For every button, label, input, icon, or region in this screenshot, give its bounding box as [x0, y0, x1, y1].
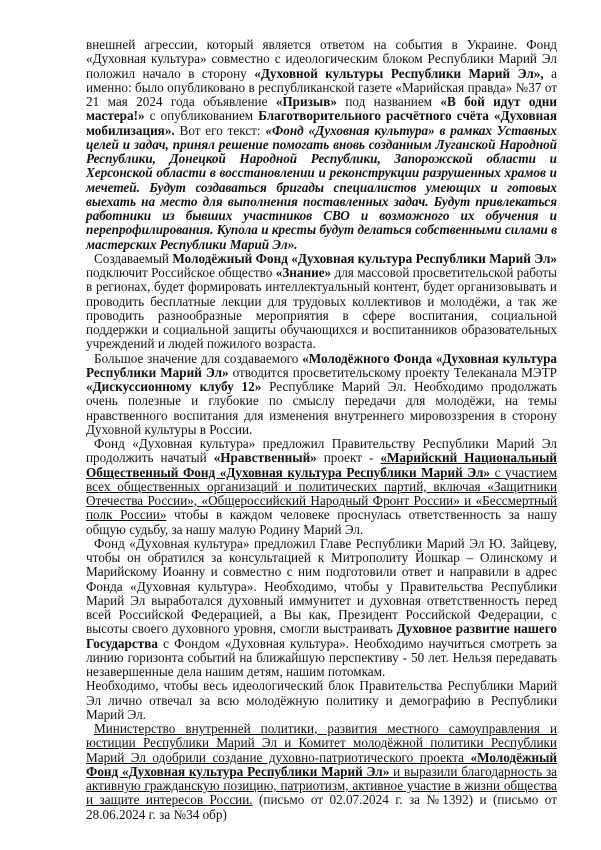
- text-run: с опубликованием: [144, 108, 259, 124]
- text-run: «Знание»: [275, 265, 332, 280]
- text-run: «Дискуссионному клубу 12»: [86, 379, 262, 394]
- text-run: «Духовной культуры Республики Марий Эл»,: [254, 65, 544, 81]
- text-run: Фонд «Духовная культура» предложил Правительству Республики Марий Эл продолжить начатый: [86, 436, 557, 466]
- text-run: «Марийский Национальный Общественный Фонд «Духовная культура Республики Марий Эл»: [86, 450, 557, 480]
- text-run: Благотворительного расчётного счёта «Духовная мобилизация».: [86, 108, 557, 138]
- text-run: «Молодёжный Фонд «Духовная культура Республики Марий Эл»: [86, 749, 557, 779]
- text-run: «Нравственный»: [213, 450, 317, 466]
- paragraph: [86, 679, 557, 722]
- text-run: (письмо от 02.07.2024 г. за №1392) и (письмо от 28.06.2024 г. за №34 обр): [86, 792, 557, 822]
- text-run: Вот его текст:: [174, 122, 266, 138]
- text-run: с участием всех общественных организаций и политических партий, включая «Защитники Отечества России», «Общероссийский Народный Фронт России» и «Бессмертный полк России»: [86, 464, 557, 523]
- text-run: Создаваемый: [94, 250, 173, 266]
- text-run: Духовное развитие нашего Государства: [86, 621, 558, 651]
- text-run: «Фонд «Духовная культура» в рамках Уставных целей и задач, принял решение помогать вновь созданным Луганской Народной Республики, Донецкой Народной Республики, Запорожской области и Херсонской области в восстановлении и реконструкции разрушенных храмов и мечетей. Будут создаваться бригады специалистов умеющих и готовых выехать на место для выполнения поставленных задач. Будут привлекаться работники из бывших участников СВО и возможного их обучения и перепрофилирования. Купола и кресты будут делаться собственными силами в мастерских Республики Марий Эл».: [86, 122, 558, 252]
- text-run: «В бой идут одни мастера!»: [86, 94, 557, 124]
- paragraph: [86, 537, 557, 680]
- paragraph: [86, 252, 557, 352]
- text-run: под названием: [336, 94, 441, 109]
- paragraph: [86, 38, 557, 252]
- text-run: подключит Российское общество: [86, 265, 276, 280]
- text-run: Молодёжный Фонд «Духовная культура Республики Марий Эл»: [172, 250, 557, 266]
- text-run: чтобы в каждом человеке проснулась ответственность за нашу общую судьбу, за нашу малую Родину Марий Эл.: [86, 507, 557, 537]
- text-run: проект -: [316, 450, 381, 466]
- text-run: Необходимо, чтобы весь идеологический блок Правительства Республики Марий Эл лично отвечал за всю молодёжную политику и демографию в Республики Марий Эл.: [86, 678, 557, 722]
- text-run: Фонд «Духовная культура» предложил Главе Республики Марий Эл Ю. Зайцеву, чтобы он обратился за консультацией к Митрополиту Йошкар – Олинскому и Марийскому Иоанну и совместно с ним подготовили ответ и направили в адрес Фонда «Духовная культура». Необходимо, чтобы у Правительства Республики Марий Эл выработался духовный иммунитет и духовная ответственность перед всей Российской Федерацией, а Вы как, Президент Российской Федерации, с высоты своего духовного уровня, смогли выстраивать: [86, 535, 557, 637]
- document-page: [86, 38, 557, 822]
- text-run: отводится просветительскому проекту Телеканала МЭТР: [228, 364, 557, 380]
- paragraph: [86, 437, 557, 537]
- paragraph: [86, 352, 557, 438]
- text-run: Большое значение для создаваемого: [94, 350, 303, 366]
- text-run: внешней агрессии, который является ответом на события в Украине. Фонд «Духовная культура» совместно с идеологическим блоком Республики Марий Эл положил начало в сторону: [86, 37, 557, 81]
- text-run: и выразили благодарность за активную гражданскую позицию, патриотизм, активное участие в жизни общества и защите интересов России.: [86, 763, 558, 808]
- text-run: с Фондом «Духовная культура». Необходимо научиться смотреть за линию горизонта событий на ближайшую перспективу - 50 лет. Нельзя передавать незавершенные дела нашим детям, нашим потомкам.: [86, 635, 557, 679]
- text-run: Республике Марий Эл. Необходимо продолжать очень полезные и глубокие по смыслу передачи для молодёжи, на темы нравственного воспитания для изменения внутреннего мировоззрения в сторону Духовной культуры в России.: [86, 379, 557, 437]
- text-run: Министерство внутренней политики, развития местного самоуправления и юстиции Республики Марий Эл и Комитет молодёжной политики Республики Марий Эл одобрили создание духовно-патриотического проекта: [86, 721, 557, 765]
- paragraph: [86, 722, 557, 822]
- text-run: «Молодёжного Фонда «Духовная культура Республики Марий Эл»: [86, 350, 558, 380]
- text-run: для массовой просветительской работы в регионах, будет формировать интеллектуальный контент, будет организовывать и проводить бесплатные лекции для трудовых коллективов и молодёжи, а так же проводить разнообразные мероприятия в сфере воспитания, социальной поддержки и социальной защиты обучающихся и воспитанников образовательных учреждений и людей пожилого возраста.: [86, 265, 557, 352]
- text-run: «Призыв»: [275, 94, 337, 109]
- text-run: а именно: было опубликовано в республиканской газете «Марийская правда» №37 от 21 мая 2024 года объявление: [86, 65, 557, 109]
